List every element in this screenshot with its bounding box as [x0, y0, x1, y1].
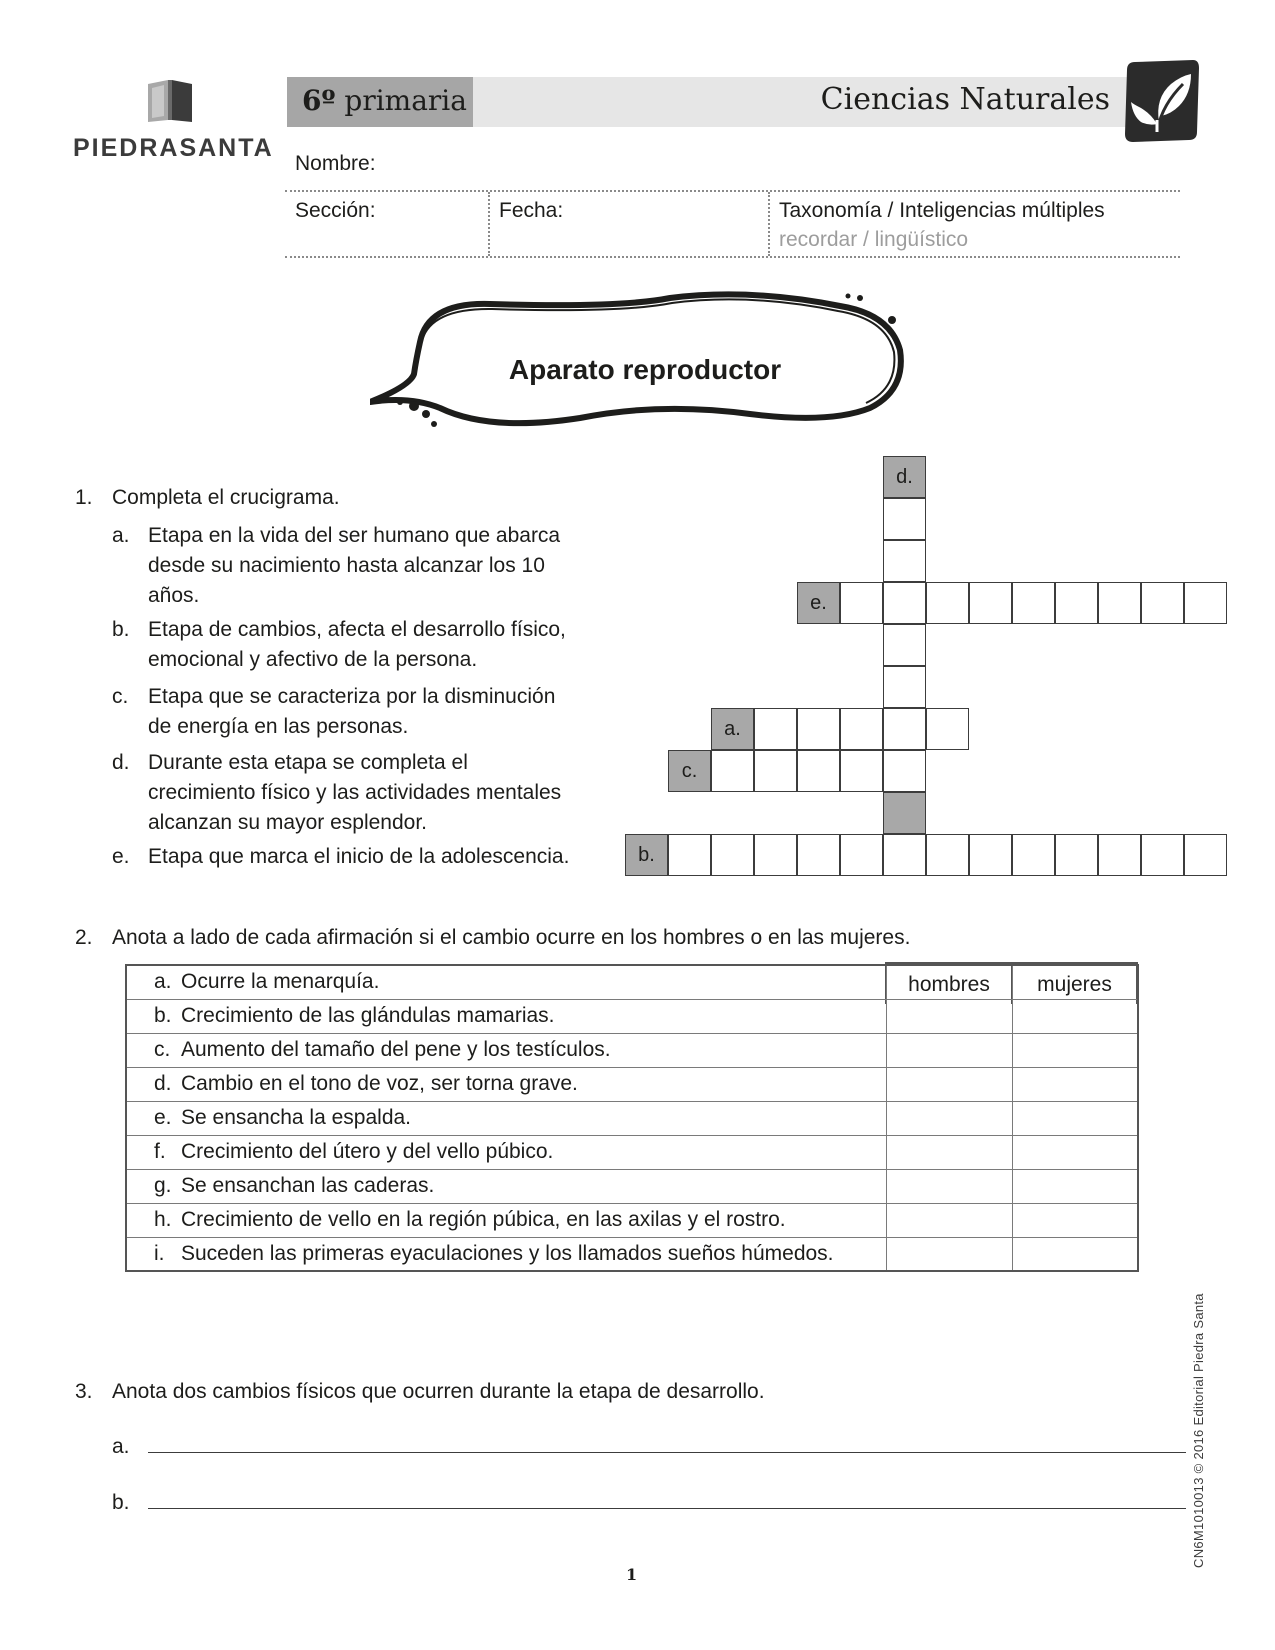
crossword-cell[interactable]	[840, 708, 883, 750]
clue-line: Durante esta etapa se completa el	[148, 751, 468, 774]
crossword-cell[interactable]	[883, 582, 926, 624]
statement-letter: a.	[154, 970, 172, 994]
question-2-prompt: Anota a lado de cada afirmación si el cambio ocurre en los hombres o en las mujeres.	[112, 926, 911, 949]
subject-title: Ciencias Naturales	[820, 82, 1110, 117]
answer-cell-mujeres[interactable]	[1012, 1203, 1138, 1237]
grade-level: primaria	[344, 84, 467, 117]
answer-cell-mujeres[interactable]	[1012, 1237, 1138, 1271]
table-row	[126, 1169, 1138, 1203]
divider	[488, 192, 490, 256]
table-row	[126, 1135, 1138, 1169]
table-row	[126, 965, 1138, 999]
clue-e-letter: e.	[112, 845, 130, 868]
crossword-cell[interactable]	[969, 834, 1012, 876]
statement-text: Crecimiento de las glándulas mamarias.	[181, 1004, 555, 1027]
divider	[285, 190, 1180, 192]
statement-letter: f.	[154, 1140, 166, 1163]
clue-line: Etapa en la vida del ser humano que abarca	[148, 524, 561, 547]
statement-cell	[126, 1101, 886, 1135]
table-row	[126, 1237, 1138, 1271]
taxonomy-label: Taxonomía / Inteligencias múltiples	[779, 199, 1105, 222]
answer-cell-hombres[interactable]	[886, 1237, 1012, 1271]
crossword-cell[interactable]	[1141, 834, 1184, 876]
grade-number: 6º	[302, 84, 336, 117]
crossword-cell[interactable]	[1055, 834, 1098, 876]
copyright-note: CN6M1010013 © 2016 Editorial Piedra Santa	[1191, 1293, 1206, 1568]
clue-line: años.	[148, 584, 200, 607]
question-1-prompt: Completa el crucigrama.	[112, 486, 340, 509]
clue-line: crecimiento físico y las actividades mentales	[148, 781, 562, 804]
statement-letter: b.	[154, 1004, 172, 1027]
statement-text: Cambio en el tono de voz, ser torna grave.	[181, 1072, 578, 1095]
question-3-prompt: Anota dos cambios físicos que ocurren durante la etapa de desarrollo.	[112, 1380, 765, 1403]
answer-b-line[interactable]	[148, 1508, 1186, 1509]
answer-cell-hombres[interactable]	[886, 965, 1012, 999]
crossword-cell[interactable]	[883, 624, 926, 666]
answer-cell-mujeres[interactable]	[1012, 999, 1138, 1033]
table-row	[126, 999, 1138, 1033]
crossword-cell[interactable]	[840, 834, 883, 876]
statement-cell	[126, 1135, 886, 1169]
taxonomy-values: recordar / lingüístico	[779, 228, 969, 251]
crossword-cell[interactable]	[797, 708, 840, 750]
column-header-hombres: hombres	[885, 962, 1013, 1004]
crossword-cell[interactable]	[883, 708, 926, 750]
statement-cell	[126, 1237, 886, 1271]
worksheet-title: Aparato reproductor	[508, 354, 782, 385]
answer-cell-hombres[interactable]	[886, 1169, 1012, 1203]
crossword-shaded-cell	[883, 792, 926, 834]
question-3-number: 3.	[75, 1380, 93, 1403]
statement-letter: g.	[154, 1174, 172, 1197]
answer-a-line[interactable]	[148, 1452, 1186, 1453]
crossword-cell[interactable]	[840, 750, 883, 792]
answer-cell-mujeres[interactable]	[1012, 1101, 1138, 1135]
crossword-clue-b: b.	[625, 834, 668, 876]
crossword-clue-d: d.	[883, 456, 926, 498]
clue-e-text	[148, 842, 569, 872]
crossword-cell[interactable]	[883, 666, 926, 708]
answer-cell-hombres[interactable]	[886, 1033, 1012, 1067]
leaf-icon	[1121, 58, 1201, 144]
crossword-cell[interactable]	[711, 750, 754, 792]
question-1-number: 1.	[75, 486, 93, 509]
crossword-clue-e: e.	[797, 582, 840, 624]
statement-letter: i.	[154, 1241, 165, 1265]
grade-label	[302, 84, 467, 117]
clue-line: emocional y afectivo de la persona.	[148, 648, 478, 671]
answer-a-label: a.	[112, 1435, 130, 1458]
statement-cell	[126, 965, 886, 999]
crossword-clue-a: a.	[711, 708, 754, 750]
statement-letter: c.	[154, 1038, 171, 1061]
clue-line: desde su nacimiento hasta alcanzar los 10	[148, 554, 545, 577]
answer-cell-mujeres[interactable]	[1012, 1135, 1138, 1169]
answer-cell-hombres[interactable]	[886, 999, 1012, 1033]
divider	[285, 256, 1180, 258]
clue-line: Etapa que marca el inicio de la adolescencia.	[148, 845, 570, 868]
publisher-logo-icon	[146, 78, 196, 124]
crossword-cell[interactable]	[1098, 834, 1141, 876]
statement-cell	[126, 1033, 886, 1067]
crossword-cell[interactable]	[926, 582, 969, 624]
crossword-cell[interactable]	[883, 498, 926, 540]
crossword-cell[interactable]	[1184, 834, 1227, 876]
crossword-cell[interactable]	[1012, 582, 1055, 624]
answer-b-label: b.	[112, 1491, 130, 1514]
statement-letter: d.	[154, 1072, 172, 1095]
clue-line: de energía en las personas.	[148, 715, 409, 738]
statement-cell	[126, 1067, 886, 1101]
table-row	[126, 1101, 1138, 1135]
date-field-label: Fecha:	[499, 199, 564, 222]
clue-b-letter: b.	[112, 618, 130, 641]
crossword-cell[interactable]	[711, 834, 754, 876]
table-row	[126, 1033, 1138, 1067]
crossword-cell[interactable]	[754, 708, 797, 750]
answer-cell-hombres[interactable]	[886, 1067, 1012, 1101]
answer-cell-hombres[interactable]	[886, 1101, 1012, 1135]
statement-text: Ocurre la menarquía.	[181, 970, 380, 994]
crossword-cell[interactable]	[668, 834, 711, 876]
crossword-cell[interactable]	[754, 750, 797, 792]
crossword-cell[interactable]	[926, 834, 969, 876]
clue-a-letter: a.	[112, 524, 130, 547]
clue-d-text	[148, 748, 561, 838]
crossword-cell[interactable]	[1098, 582, 1141, 624]
table-row	[126, 1203, 1138, 1237]
publisher-name: PIEDRASANTA	[73, 134, 274, 162]
question-2-number: 2.	[75, 926, 93, 949]
divider	[768, 192, 770, 256]
clue-c-letter: c.	[112, 685, 129, 708]
column-header-mujeres: mujeres	[1011, 962, 1138, 1004]
changes-table	[125, 964, 1139, 1272]
section-field-label: Sección:	[295, 199, 376, 222]
clue-a-text	[148, 521, 560, 611]
crossword-cell[interactable]	[1141, 582, 1184, 624]
statement-text: Crecimiento de vello en la región púbica, en las axilas y el rostro.	[181, 1208, 786, 1231]
statement-text: Aumento del tamaño del pene y los testículos.	[181, 1038, 611, 1061]
statement-cell	[126, 1203, 886, 1237]
name-field-label: Nombre:	[295, 152, 376, 175]
answer-cell-mujeres[interactable]	[1012, 965, 1138, 999]
statement-text: Se ensanchan las caderas.	[181, 1174, 435, 1197]
crossword-cell[interactable]	[1055, 582, 1098, 624]
clue-line: Etapa de cambios, afecta el desarrollo físico,	[148, 618, 566, 641]
statement-letter: e.	[154, 1106, 172, 1129]
crossword-cell[interactable]	[797, 750, 840, 792]
statement-text: Se ensancha la espalda.	[181, 1106, 412, 1129]
crossword-cell[interactable]	[1012, 834, 1055, 876]
crossword-clue-c: c.	[668, 750, 711, 792]
crossword-cell[interactable]	[797, 834, 840, 876]
crossword-cell[interactable]	[969, 582, 1012, 624]
answer-cell-mujeres[interactable]	[1012, 1067, 1138, 1101]
table-row	[126, 1067, 1138, 1101]
statement-letter: h.	[154, 1208, 172, 1231]
statement-text: Crecimiento del útero y del vello púbico.	[181, 1140, 554, 1163]
answer-cell-hombres[interactable]	[886, 1203, 1012, 1237]
answer-cell-hombres[interactable]	[886, 1135, 1012, 1169]
page-number: 1	[626, 1565, 638, 1584]
clue-b-text	[148, 615, 566, 675]
crossword-cell[interactable]	[883, 750, 926, 792]
crossword-cell[interactable]	[883, 540, 926, 582]
statement-cell	[126, 999, 886, 1033]
clue-line: Etapa que se caracteriza por la disminución	[148, 685, 556, 708]
crossword-cell[interactable]	[883, 834, 926, 876]
crossword-cell[interactable]	[840, 582, 883, 624]
answer-cell-mujeres[interactable]	[1012, 1033, 1138, 1067]
clue-line: alcanzan su mayor esplendor.	[148, 811, 427, 834]
answer-cell-mujeres[interactable]	[1012, 1169, 1138, 1203]
crossword-cell[interactable]	[1184, 582, 1227, 624]
crossword-cell[interactable]	[926, 708, 969, 750]
statement-text: Suceden las primeras eyaculaciones y los llamados sueños húmedos.	[181, 1241, 834, 1265]
crossword-cell[interactable]	[754, 834, 797, 876]
clue-d-letter: d.	[112, 751, 130, 774]
clue-c-text	[148, 682, 555, 742]
statement-cell	[126, 1169, 886, 1203]
